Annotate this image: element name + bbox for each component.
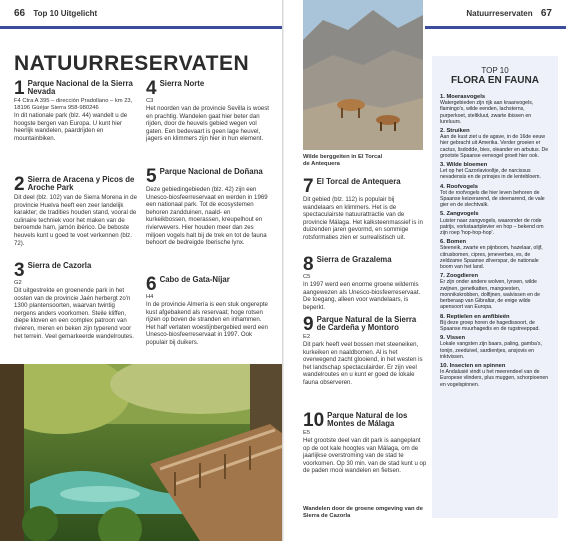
entry-title: Cabo de Gata-Níjar xyxy=(159,275,230,284)
sidebar-item-title: 6. Bomen xyxy=(440,239,467,246)
torcal-goats-photo xyxy=(303,0,423,150)
sidebar-item-title: 2. Struiken xyxy=(440,128,470,135)
entry-number: 3 xyxy=(14,260,25,281)
sidebar-item-text: Tot de roofvogels die hier leven behoren de Spaanse keizerarend, de steenarend, de vale gier en de slechtvalk. xyxy=(440,189,545,209)
right-running-title: Natuurreservaten xyxy=(466,9,533,18)
entry-number: 5 xyxy=(146,166,157,187)
entry-text: Het grootste deel van dit park is aangeplant op de oot kale hoogtes van Málaga, om de jaarlijkse overstroming van de stad te voorkomen. Op 30 min. van de stad kunt u op de paden mooi wandelen en fietsen. xyxy=(303,437,427,475)
sidebar-item xyxy=(440,314,552,333)
entry-text: Dit gebied (blz. 112) is populair bij wandelaars en klimmers. Het is de spectaculairste natuurattractie van de provincie Málaga. Het kalksteenmassief is in duizenden jaren gevormd, en sommige rotsformaties zien er surrealistisch uit. xyxy=(303,196,423,241)
entry-meta: C5 xyxy=(303,274,311,280)
sidebar-item-title: 5. Zangvogels xyxy=(440,211,479,218)
sidebar-item xyxy=(440,335,552,360)
cazorla-photo xyxy=(0,364,283,541)
page-title: NATUURRESERVATEN xyxy=(14,52,250,75)
entry-number: 1 xyxy=(14,78,25,99)
entry-10 xyxy=(303,412,427,475)
entry-text: Dit park heeft veel bossen met steeneiken, kurkeiken en naaldbomen. Al is het overwegend zacht glooiend, in het westen is het landschap spectaculairder. Er zijn veel wandelroutes en u kunt er goed de lokale fauna observeren. xyxy=(303,341,423,386)
entry-meta: F4 Ctra A 395 – dirección Pradollano – km 23, 18196 Güéjar Sierra 958-980246 xyxy=(14,98,133,111)
sidebar-item-text: Let op het Cazorlaviooltje, de narcissus nevadensis en de prinsjes in de lentebloem. xyxy=(440,168,541,181)
entry-meta: H4 xyxy=(146,294,154,300)
right-top-bar xyxy=(425,26,566,29)
entry-3 xyxy=(14,262,138,340)
entry-meta: E2 xyxy=(303,334,311,340)
entry-5 xyxy=(146,168,270,247)
photo-bottom-caption: Wandelen door de groene omgeving van de Sierra de Cazorla xyxy=(303,506,423,519)
sidebar-item-title: 9. Vissen xyxy=(440,335,466,342)
entry-title: Sierra de Aracena y Picos de Aroche Park xyxy=(27,175,135,193)
entry-title: Sierra Norte xyxy=(159,79,205,88)
photo-top-caption: Wilde berggeiten in El Torcal de Antequera xyxy=(303,154,383,167)
sidebar-item xyxy=(440,184,552,209)
sidebar-item-text: Er zijn onder andere wolven, lynxen, wilde zwijnen, genetkatten, mangoesten, monnikskrobben, dolfijnen, walvissen en de berberaap van Gibraltar, de enige wilde apensoort van Europa. xyxy=(440,279,541,311)
right-page-number: 67 xyxy=(540,8,552,19)
sidebar-item-text: Luister naar zangvogels, waaronder de rode patrijs, vorkstaartplevier en hop – bekend om zijn roep 'hop-hop-hop'. xyxy=(440,217,544,237)
sidebar-item-text: In Andalusië vindt u het meerendeel van de Europese vlinders, plus muggen, schorpioenen en vogelspinnen. xyxy=(440,369,549,388)
entry-6 xyxy=(146,276,270,347)
cazorla-illustration xyxy=(0,364,283,541)
sidebar-list xyxy=(440,94,552,388)
entry-meta: C3 xyxy=(146,98,154,104)
entry-4 xyxy=(146,80,270,143)
entry-title: Parque Natural de los Montes de Málaga xyxy=(327,411,408,429)
sidebar-item xyxy=(440,94,552,125)
sidebar-item-title: 1. Moerasvogels xyxy=(440,94,486,100)
sidebar-item-text: Steeneik, zwarte en pijnboom, hazelaar, olijf, citrusbomen, cipres, jeneverbes, es, de zeldzame Spaanse zilverspar, de nationale boom van het land. xyxy=(440,245,543,271)
left-page-number: 66 xyxy=(14,8,26,19)
entry-title: Parque Nacional de la Sierra Nevada xyxy=(27,79,133,97)
entry-title: Parque Nacional de Doñana xyxy=(159,167,263,176)
right-running-head xyxy=(466,8,552,19)
entry-text: In de provincie Almería is een stuk ongerepte kust afgebakend als reservaat; hoge rotsen rijzen op boven de stranden en inhammen. Het half verlaten woestijnbergebied werd een Unesco-biosfeerreservaat in 1997. Ook populair bij duikers. xyxy=(146,301,268,346)
entry-text: Dit uitgestrekte en groenende park in het oosten van de provincie Jaén herbergt zo'n 1300 plantensoorten, waarvan twintig nergens anders voorkomen. Steile kliffen, diepe kloven en een complex patroon van rivieren, meren en beken zijn typerend voor het terrein. Veel gemarkeerde wandelroutes. xyxy=(14,287,134,340)
left-top-bar xyxy=(0,26,283,29)
flora-fauna-sidebar xyxy=(432,56,558,518)
entry-number: 4 xyxy=(146,78,157,99)
entry-number: 6 xyxy=(146,274,157,295)
entry-1 xyxy=(14,80,138,142)
sidebar-item-title: 10. Insecten en spinnen xyxy=(440,362,506,369)
sidebar-title-line2: FLORA EN FAUNA xyxy=(451,75,539,86)
entry-number: 2 xyxy=(14,174,25,195)
sidebar-item xyxy=(440,162,552,181)
entry-title: Sierra de Grazalema xyxy=(316,255,392,264)
entry-meta: G2 xyxy=(14,280,22,286)
sidebar-item-title: 7. Zoogdieren xyxy=(440,273,479,280)
entry-title: El Torcal de Antequera xyxy=(316,177,401,186)
sidebar-item-text: Watergebieden zijn rijk aan kraanvogels, flamingo's, wilde eenden, lachsterns, purperkoet, steltkluut, zwarte ibissen en lureluurs. xyxy=(440,100,534,125)
entry-9 xyxy=(303,316,427,387)
sidebar-item-text: Lokale vangsten zijn baars, paling, gamba's, tonijn, zeeduivel, sardientjes, ansjovis en inktvissen. xyxy=(440,341,542,360)
entry-number: 7 xyxy=(303,176,314,197)
entry-8 xyxy=(303,256,427,311)
entry-title: Sierra de Cazorla xyxy=(27,261,92,270)
sidebar-item-text: Aan de kust ziet u de agave, in de 16de eeuw hier gebracht uit Amerika. Verder groeien er cactus, lisdodde, bies, oleander en arbutus. De grootste Spaanse eenvogel groeit hier ook. xyxy=(440,134,549,159)
entry-meta: E5 xyxy=(303,430,311,436)
sidebar-item xyxy=(440,239,552,270)
sidebar-item-title: 3. Wilde bloemen xyxy=(440,162,488,169)
entry-2 xyxy=(14,176,138,247)
entry-number: 8 xyxy=(303,254,314,275)
sidebar-item-title: 4. Roofvogels xyxy=(440,183,479,190)
entry-title: Parque Natural de la Sierra de Cardeña y Montoro xyxy=(316,315,417,333)
sidebar-item xyxy=(440,273,552,310)
entry-number: 9 xyxy=(303,314,314,335)
sidebar-title-line1: TOP 10 xyxy=(481,66,509,75)
entry-text: In dit nationale park (blz. 44) wandelt u de hoogste bergen van Europa. U kunt hier heerlijk wandelen, paardrijden en mountainbiken. xyxy=(14,112,128,142)
sidebar-item-title: 8. Reptielen en amfibieën xyxy=(440,313,510,320)
left-running-head xyxy=(14,8,97,19)
entry-text: Deze gebiedingebieden (blz. 42) zijn een Unesco-biosfeerreservaat en werden in 1969 een nationaal park. Tot de ecosystemen behoren zandduinen, naald- en kurkeikbossen, moerassen, kreupelhout en rivierwevers. Hier houden meer dan zes miljoen vogels halt bij de trek en tot de fauna behoort de bedreigde Iberische lynx. xyxy=(146,186,268,247)
sidebar-item xyxy=(440,363,552,388)
entry-text: Het noorden van de provincie Sevilla is woest en prachtig. Wandelen gaat hier beter dan rijden, door de heuvels gebied wegen vol gaten. Een bedevaart is geen lage heuvel, jagers en klimmers zijn hier in hun element. xyxy=(146,105,269,143)
entry-text: Dit deel (blz. 102) van de Sierra Morena in de provincie Huelva heeft een zeer landelijk karakter; de tradities houden stand, vooral de culinaire techniek voor het maken van de beroemde ham, jamón ibérico. De beboste heuvels kunt u goed te voet verkennen (blz. 72). xyxy=(14,194,137,247)
entry-7 xyxy=(303,178,427,242)
left-running-title: Top 10 Uitgelicht xyxy=(33,9,98,18)
entry-text: In 1997 werd een enorme groene wildernis aangewezen als Unesco-biosfeerreservaat. De toegang, alleen voor wandelaars, is beperkt. xyxy=(303,281,421,311)
entry-number: 10 xyxy=(303,410,325,431)
torcal-illustration xyxy=(303,0,423,150)
sidebar-title xyxy=(432,56,558,86)
sidebar-item xyxy=(440,211,552,236)
sidebar-item xyxy=(440,128,552,159)
sidebar-item-text: Bij deze groep horen de hagedissoort, de Spaanse muurhagedis en de rugstreeppad. xyxy=(440,319,540,332)
